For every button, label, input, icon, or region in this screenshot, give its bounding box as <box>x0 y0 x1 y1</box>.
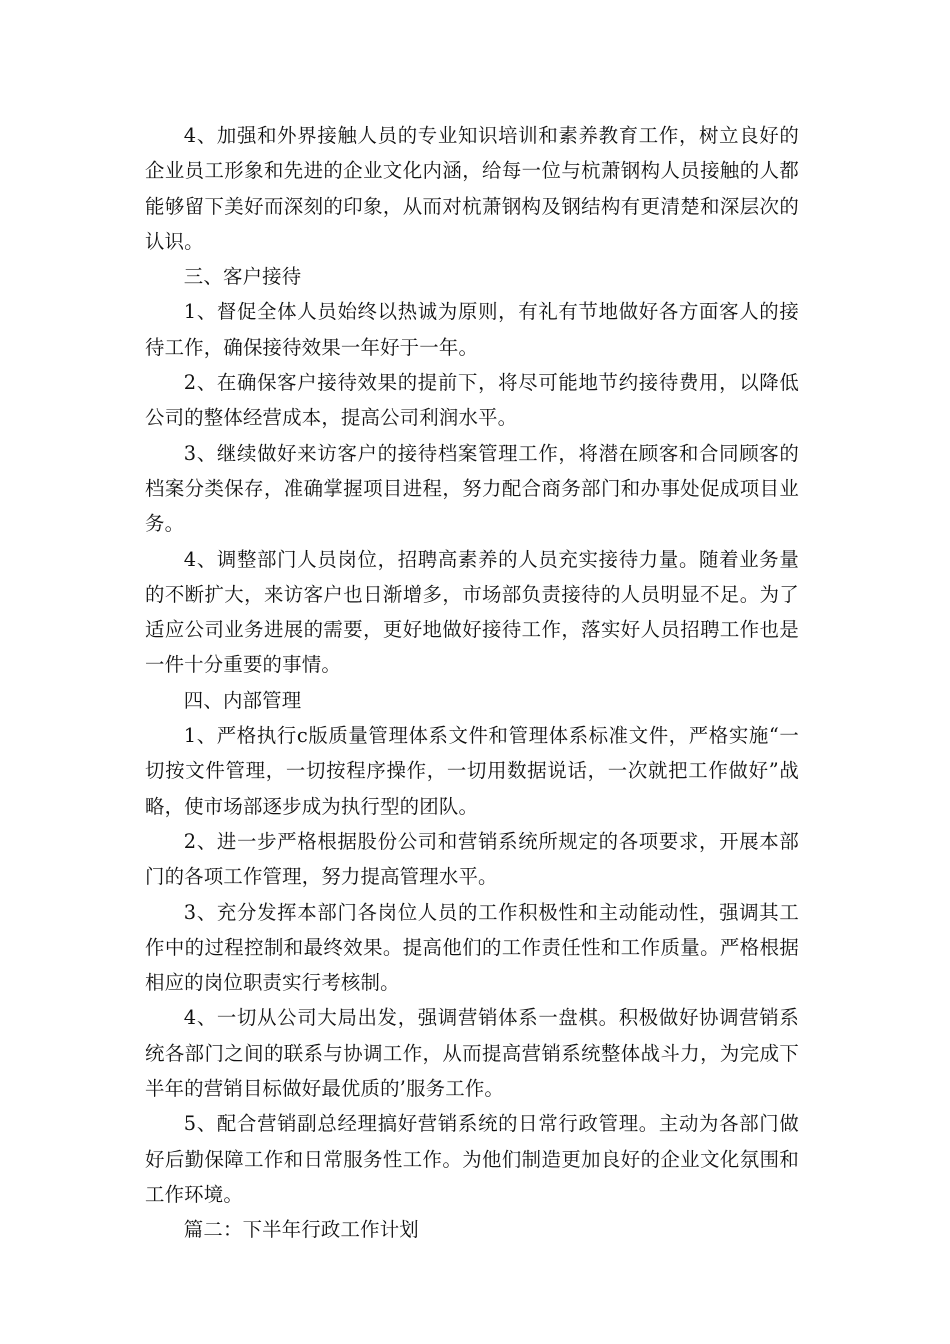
paragraph-management-1: 1、严格执行c版质量管理体系文件和管理体系标准文件，严格实施“一切按文件管理，一切按程序操作，一切用数据说话，一次就把工作做好”战略，使市场部逐步成为执行型的团队。 <box>145 724 799 818</box>
section-heading-part-two: 篇二：下半年行政工作计划 <box>183 1218 419 1242</box>
paragraph-reception-3: 3、继续做好来访客户的接待档案管理工作，将潜在顾客和合同顾客的档案分类保存，准确掌握项目进程，努力配合商务部门和办事处促成项目业务。 <box>145 441 799 536</box>
section-heading-customer-reception: 三、客户接待 <box>183 265 302 289</box>
paragraph-management-5: 5、配合营销副总经理搞好营销系统的日常行政管理。主动为各部门做好后勤保障工作和日常服务性工作。为他们制造更加良好的企业文化氛围和工作环境。 <box>145 1112 799 1206</box>
paragraph-reception-2: 2、在确保客户接待效果的提前下，将尽可能地节约接待费用，以降低公司的整体经营成本，提高公司利润水平。 <box>145 371 799 430</box>
paragraph-reception-1: 1、督促全体人员始终以热诚为原则，有礼有节地做好各方面客人的接待工作，确保接待效果一年好于一年。 <box>145 300 799 359</box>
paragraph-management-2: 2、进一步严格根据股份公司和营销系统所规定的各项要求，开展本部门的各项工作管理，努力提高管理水平。 <box>145 829 799 889</box>
paragraph-training: 4、加强和外界接触人员的专业知识培训和素养教育工作，树立良好的企业员工形象和先进的企业文化内涵，给每一位与杭萧钢构人员接触的人都能够留下美好而深刻的印象，从而对杭萧钢构及钢结构有更清楚和深层次的认识。 <box>145 124 799 253</box>
section-heading-internal-management: 四、内部管理 <box>183 688 302 712</box>
paragraph-management-3: 3、充分发挥本部门各岗位人员的工作积极性和主动能动性，强调其工作中的过程控制和最终效果。提高他们的工作责任性和工作质量。严格根据相应的岗位职责实行考核制。 <box>145 900 799 995</box>
paragraph-management-4: 4、一切从公司大局出发，强调营销体系一盘棋。积极做好协调营销系统各部门之间的联系与协调工作，从而提高营销系统整体战斗力，为完成下半年的营销目标做好最优质的’服务工作。 <box>145 1006 799 1101</box>
paragraph-reception-4: 4、调整部门人员岗位，招聘高素养的人员充实接待力量。随着业务量的不断扩大，来访客户也日渐增多，市场部负责接待的人员明显不足。为了适应公司业务进展的需要，更好地做好接待工作，落实好人员招聘工作也是一件十分重要的事情。 <box>145 547 799 677</box>
document-page <box>145 118 799 1248</box>
